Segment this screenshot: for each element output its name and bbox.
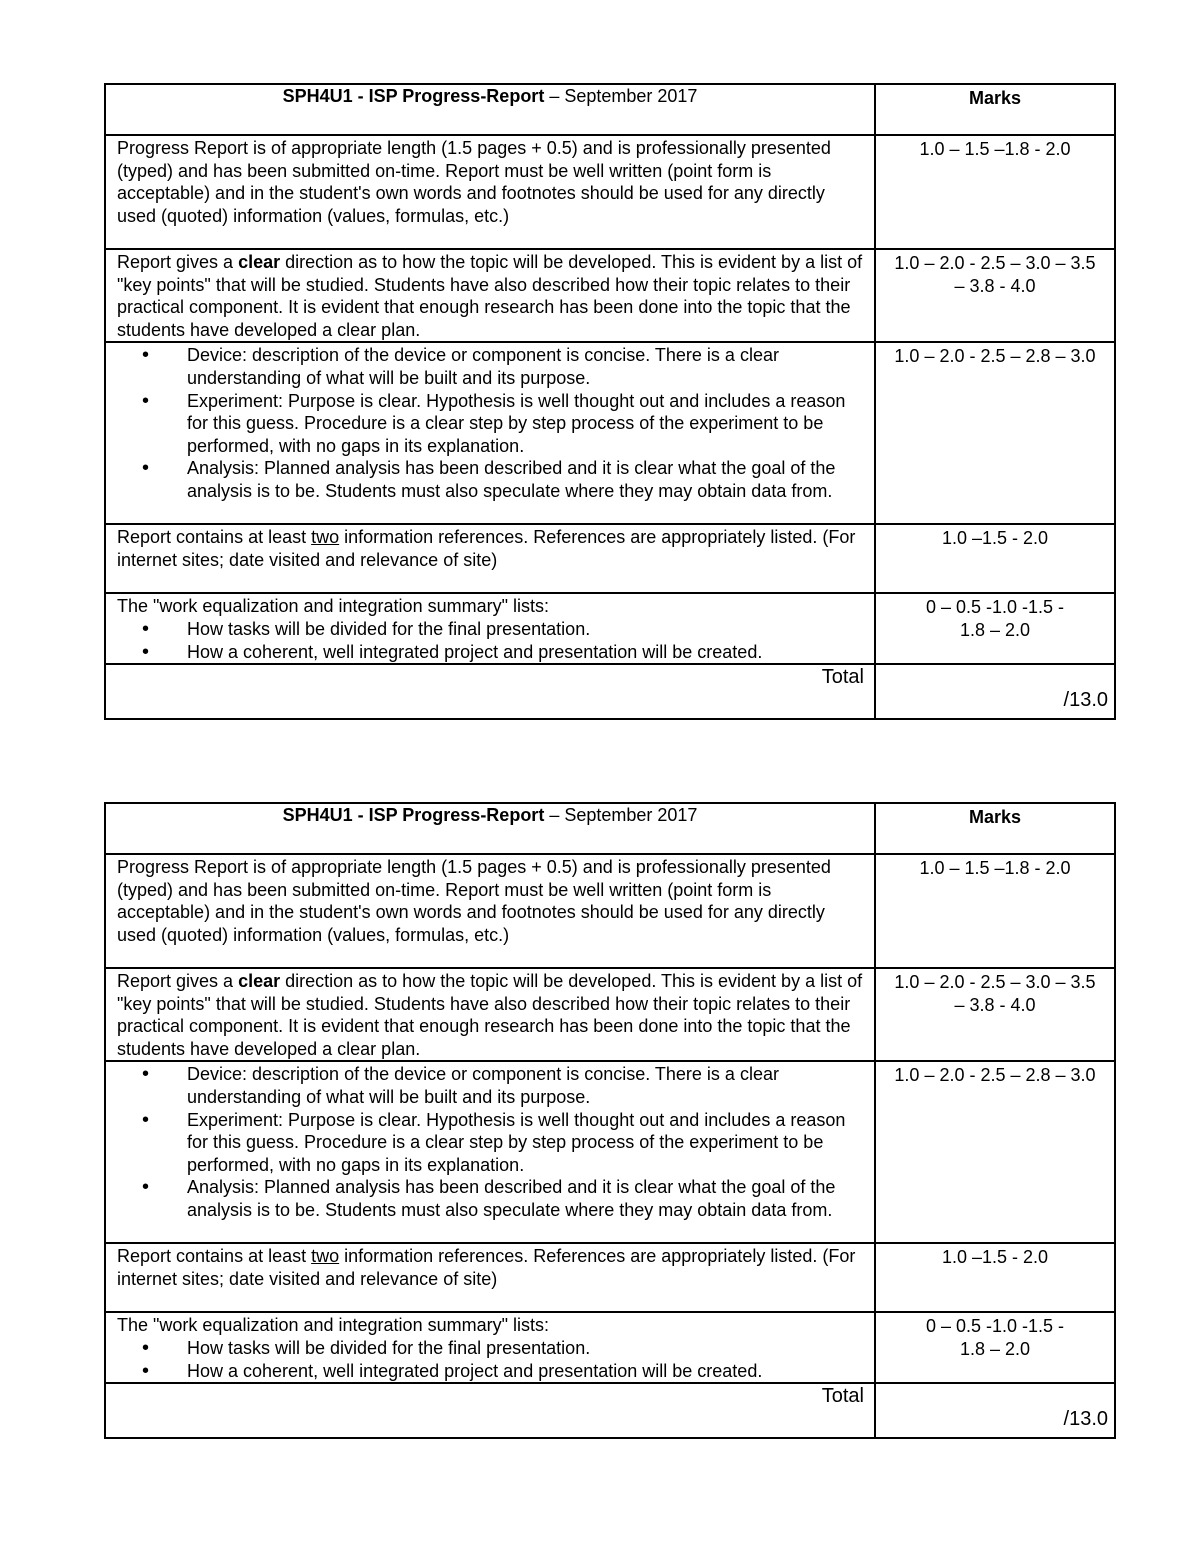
list-item: • How tasks will be divided for the final presentation. (176, 1337, 864, 1360)
title-date: – September 2017 (544, 805, 698, 825)
header-row (105, 803, 1115, 854)
text-part: direction as to how the topic will be developed. This is evident by a list of "key points" that will be studied. Students have also described how their topic relates to their practical component. It is evident that enough research has been done into the topic that the students have developed a clear plan. (117, 971, 863, 1059)
title-bold: SPH4U1 - ISP Progress-Report (282, 805, 545, 825)
title-bold: SPH4U1 - ISP Progress-Report (282, 86, 545, 106)
criterion-row-length (105, 135, 1115, 249)
criterion-marks: 1.0 – 2.0 - 2.5 – 3.0 – 3.5 – 3.8 - 4.0 (875, 968, 1115, 1061)
total-cell (875, 664, 1115, 719)
marks-header (875, 803, 1115, 854)
summary-intro: The "work equalization and integration summary" lists: (117, 1315, 549, 1336)
criterion-text (105, 249, 875, 342)
criterion-marks: 1.0 – 2.0 - 2.5 – 3.0 – 3.5 – 3.8 - 4.0 (875, 249, 1115, 342)
summary-intro: The "work equalization and integration summary" lists: (117, 596, 549, 617)
total-row (105, 1383, 1115, 1438)
criterion-row-references (105, 1243, 1115, 1312)
text-part: Report contains at least (117, 527, 312, 548)
list-item: • How a coherent, well integrated project and presentation will be created. (176, 641, 864, 664)
plan-list (117, 1063, 864, 1221)
total-row (105, 664, 1115, 719)
text-part: Report gives a (117, 971, 239, 991)
criterion-marks: 0 – 0.5 -1.0 -1.5 - 1.8 – 2.0 (875, 593, 1115, 664)
bold-word: clear (238, 252, 281, 272)
criterion-marks: 1.0 –1.5 - 2.0 (875, 1243, 1115, 1312)
list-item: • Device: description of the device or component is concise. There is a clear understanding of what will be built and its purpose. (176, 1063, 864, 1108)
criterion-marks: 1.0 – 2.0 - 2.5 – 2.8 – 3.0 (875, 342, 1115, 524)
criterion-marks: 0 – 0.5 -1.0 -1.5 - 1.8 – 2.0 (875, 1312, 1115, 1383)
rubric-table-2 (104, 802, 1116, 1439)
criterion-text (105, 1312, 875, 1383)
criterion-row-plan (105, 1061, 1115, 1243)
criterion-marks: 1.0 – 1.5 –1.8 - 2.0 (875, 135, 1115, 249)
criterion-list (105, 1061, 875, 1243)
criterion-row-references (105, 524, 1115, 593)
criterion-marks: 1.0 –1.5 - 2.0 (875, 524, 1115, 593)
title-date: – September 2017 (544, 86, 698, 106)
list-item: • How a coherent, well integrated project and presentation will be created. (176, 1360, 864, 1383)
text-part: information references. References are appropriately listed. (For internet sites; date visited and relevance of site) (117, 1246, 856, 1289)
list-item: • Device: description of the device or component is concise. There is a clear understanding of what will be built and its purpose. (176, 344, 864, 389)
plan-list (117, 344, 864, 502)
criterion-marks: 1.0 – 1.5 –1.8 - 2.0 (875, 854, 1115, 968)
text-part: direction as to how the topic will be developed. This is evident by a list of "key points" that will be studied. Students have also described how their topic relates to their practical component. It is evident that enough research has been done into the topic that the students have developed a clear plan. (117, 252, 863, 340)
list-item: • Experiment: Purpose is clear. Hypothesis is well thought out and includes a reason for this guess. Procedure is a clear step by step process of the experiment to be performed, with no gaps in its explanation. (176, 390, 864, 458)
criterion-row-direction (105, 968, 1115, 1061)
bold-word: clear (238, 971, 281, 991)
list-item: • Analysis: Planned analysis has been described and it is clear what the goal of the analysis is to be. Students must also speculate where they may obtain data from. (176, 1176, 864, 1221)
criterion-text (105, 593, 875, 664)
text-part: Report contains at least (117, 1246, 312, 1267)
marks-header (875, 84, 1115, 135)
criterion-marks: 1.0 – 2.0 - 2.5 – 2.8 – 3.0 (875, 1061, 1115, 1243)
total-label: Total (105, 1383, 875, 1438)
total-cell (875, 1383, 1115, 1438)
criterion-row-summary (105, 1312, 1115, 1383)
rubric-title (105, 803, 875, 854)
criterion-text (105, 968, 875, 1061)
criterion-row-length (105, 854, 1115, 968)
header-row (105, 84, 1115, 135)
criterion-row-direction (105, 249, 1115, 342)
marks-header-label: Marks (968, 88, 1022, 108)
criterion-text (105, 1243, 875, 1312)
rubric-title (105, 84, 875, 135)
criterion-text (105, 524, 875, 593)
marks-header-label: Marks (968, 807, 1022, 827)
total-label: Total (105, 664, 875, 719)
text-part: Report gives a (117, 252, 239, 272)
total-value: /13.0 (1063, 1408, 1108, 1431)
summary-list (117, 1337, 864, 1382)
list-item: • Experiment: Purpose is clear. Hypothesis is well thought out and includes a reason for this guess. Procedure is a clear step by step process of the experiment to be performed, with no gaps in its explanation. (176, 1109, 864, 1177)
criterion-list (105, 342, 875, 524)
criterion-row-summary (105, 593, 1115, 664)
criterion-text: Progress Report is of appropriate length (1.5 pages + 0.5) and is professionally presented (typed) and has been submitted on-time. Report must be well written (point form is acceptable) and in the student's own words and footnotes should be used for any directly used (quoted) information (values, formulas, etc.) (105, 135, 875, 249)
list-item: • How tasks will be divided for the final presentation. (176, 618, 864, 641)
summary-list (117, 618, 864, 663)
list-item: • Analysis: Planned analysis has been described and it is clear what the goal of the analysis is to be. Students must also speculate where they may obtain data from. (176, 457, 864, 502)
rubric-table-1 (104, 83, 1116, 720)
underlined-word: two (311, 527, 340, 548)
total-value: /13.0 (1063, 689, 1108, 712)
underlined-word: two (311, 1246, 340, 1267)
criterion-row-plan (105, 342, 1115, 524)
criterion-text: Progress Report is of appropriate length (1.5 pages + 0.5) and is professionally presented (typed) and has been submitted on-time. Report must be well written (point form is acceptable) and in the student's own words and footnotes should be used for any directly used (quoted) information (values, formulas, etc.) (105, 854, 875, 968)
text-part: information references. References are appropriately listed. (For internet sites; date visited and relevance of site) (117, 527, 856, 570)
